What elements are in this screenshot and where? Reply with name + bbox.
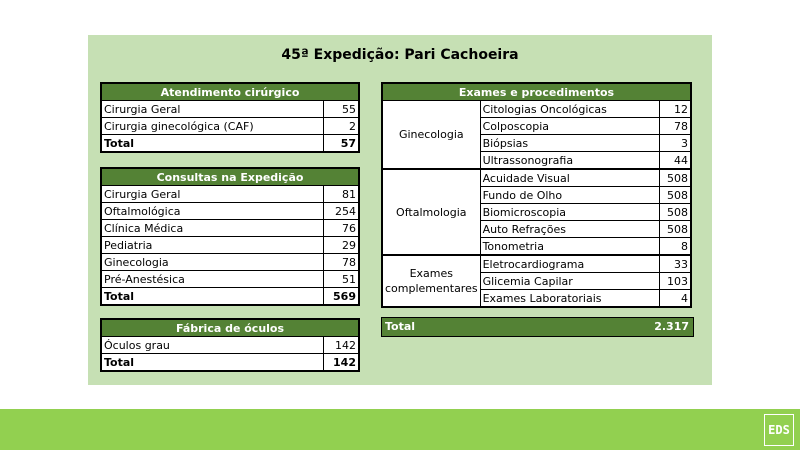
row-value: 142 [323, 337, 359, 354]
table-header: Atendimento cirúrgico [101, 83, 359, 101]
page-title: 45ª Expedição: Pari Cachoeira [281, 47, 519, 63]
group-complementary-exams: Exames complementares [382, 255, 480, 307]
row-label: Cirurgia Geral [101, 186, 323, 203]
table-row [101, 101, 359, 118]
row-label: Auto Refrações [480, 221, 659, 238]
row-value: 4 [659, 290, 691, 308]
row-label: Ultrassonografia [480, 152, 659, 170]
total-row [101, 354, 359, 372]
row-label: Fundo de Olho [480, 187, 659, 204]
exams-procedures-table [381, 82, 692, 308]
row-label: Glicemia Capilar [480, 273, 659, 290]
row-label: Pediatria [101, 237, 323, 254]
row-value: 51 [323, 271, 359, 288]
glasses-factory-table [100, 318, 360, 372]
row-label: Colposcopia [480, 118, 659, 135]
row-value: 33 [659, 255, 691, 273]
row-value: 8 [659, 238, 691, 256]
row-label: Cirurgia ginecológica (CAF) [101, 118, 323, 135]
row-value: 508 [659, 221, 691, 238]
row-value: 508 [659, 204, 691, 221]
row-value: 3 [659, 135, 691, 152]
row-value: 254 [323, 203, 359, 220]
grand-total-bar [381, 317, 694, 337]
table-row [101, 254, 359, 271]
table-row [101, 203, 359, 220]
row-value: 12 [659, 101, 691, 118]
total-label: Total [101, 135, 323, 153]
row-value: 81 [323, 186, 359, 203]
row-value: 78 [323, 254, 359, 271]
table-row [382, 255, 691, 273]
row-label: Tonometria [480, 238, 659, 256]
row-value: 508 [659, 169, 691, 187]
row-label: Acuidade Visual [480, 169, 659, 187]
row-label: Biópsias [480, 135, 659, 152]
total-value: 569 [323, 288, 359, 306]
table-header: Fábrica de óculos [101, 319, 359, 337]
row-value: 508 [659, 187, 691, 204]
row-value: 78 [659, 118, 691, 135]
table-row [382, 101, 691, 118]
summary-panel [88, 35, 712, 385]
row-value: 29 [323, 237, 359, 254]
row-label: Ginecologia [101, 254, 323, 271]
row-value: 103 [659, 273, 691, 290]
table-row [101, 118, 359, 135]
group-gynecology: Ginecologia [382, 101, 480, 170]
footer-bar [0, 409, 800, 450]
row-label: Eletrocardiograma [480, 255, 659, 273]
row-label: Pré-Anestésica [101, 271, 323, 288]
total-value: 57 [323, 135, 359, 153]
row-value: 55 [323, 101, 359, 118]
table-header: Exames e procedimentos [382, 83, 691, 101]
table-row [101, 220, 359, 237]
row-value: 76 [323, 220, 359, 237]
row-label: Oftalmológica [101, 203, 323, 220]
eds-logo: EDS [764, 414, 794, 446]
row-label: Clínica Médica [101, 220, 323, 237]
row-value: 44 [659, 152, 691, 170]
row-label: Óculos grau [101, 337, 323, 354]
consultations-table [100, 167, 360, 306]
table-row [101, 186, 359, 203]
grand-total-label: Total [385, 320, 416, 333]
table-row [382, 169, 691, 187]
row-label: Cirurgia Geral [101, 101, 323, 118]
total-label: Total [101, 288, 323, 306]
grand-total-value: 2.317 [654, 320, 689, 333]
table-row [101, 271, 359, 288]
table-header: Consultas na Expedição [101, 168, 359, 186]
total-label: Total [101, 354, 323, 372]
group-ophthalmology: Oftalmologia [382, 169, 480, 255]
row-label: Citologias Oncológicas [480, 101, 659, 118]
total-value: 142 [323, 354, 359, 372]
total-row [101, 288, 359, 306]
row-value: 2 [323, 118, 359, 135]
row-label: Exames Laboratoriais [480, 290, 659, 308]
row-label: Biomicroscopia [480, 204, 659, 221]
total-row [101, 135, 359, 153]
table-row [101, 337, 359, 354]
surgical-care-table [100, 82, 360, 153]
table-row [101, 237, 359, 254]
